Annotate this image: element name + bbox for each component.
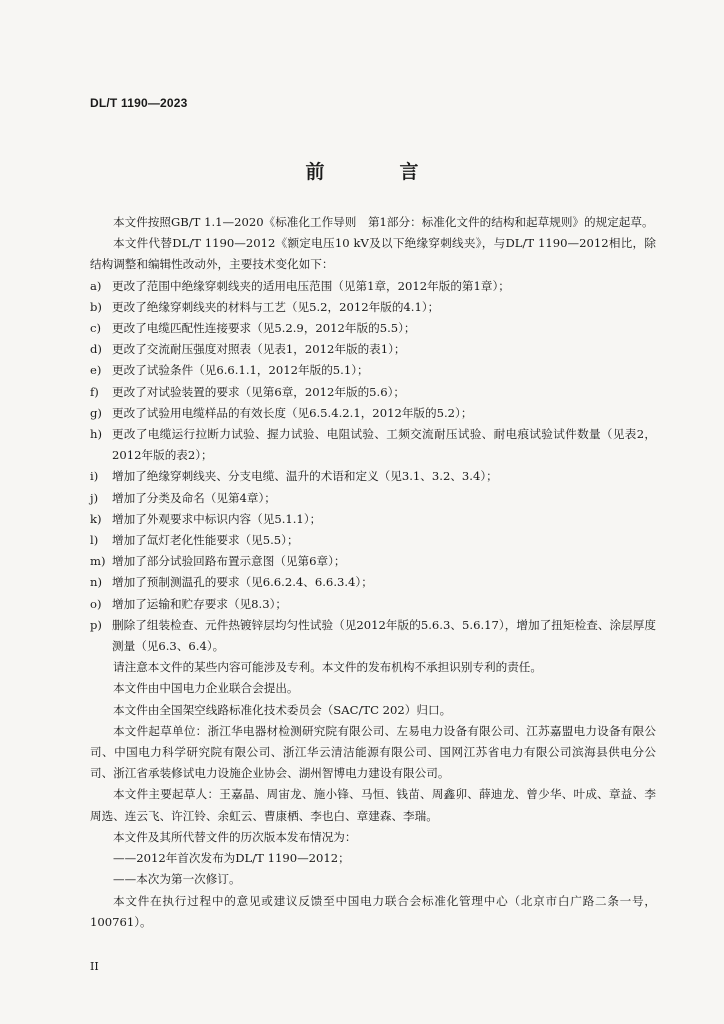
- list-item: [90, 297, 656, 318]
- foreword-body: [90, 212, 656, 933]
- list-item-label: o): [90, 596, 102, 611]
- history-item: ——2012年首次发布为DL/T 1190—2012；: [113, 851, 350, 866]
- list-item-text: 更改了绝缘穿刺线夹的材料与工艺（见5.2，2012年版的4.1）；: [112, 299, 440, 314]
- list-item-text: 增加了氙灯老化性能要求（见5.5）；: [112, 533, 299, 548]
- list-item-text: 更改了电缆匹配性连接要求（见5.2.9，2012年版的5.5）；: [112, 321, 416, 336]
- page-number: II: [90, 960, 99, 973]
- history-intro: 本文件及其所代替文件的历次版本发布情况为：: [113, 829, 357, 844]
- feedback-statement: 本文件在执行过程中的意见或建议反馈至中国电力联合会标准化管理中心（北京市白广路二条一号，100761）。: [90, 893, 656, 929]
- list-item-label: k): [90, 511, 102, 526]
- paragraph: 本文件按照GB/T 1.1—2020《标准化工作导则 第1部分：标准化文件的结构和起草规则》的规定起草。: [113, 215, 654, 229]
- list-item-text: 增加了外观要求中标识内容（见5.1.1）；: [112, 511, 322, 526]
- list-item-label: e): [90, 363, 102, 378]
- list-item: [90, 572, 656, 593]
- list-item-label: n): [90, 575, 102, 590]
- list-item-label: p): [90, 617, 102, 632]
- committee-statement: 本文件由全国架空线路标准化技术委员会（SAC/TC 202）归口。: [113, 702, 452, 717]
- list-item-text: 增加了运输和贮存要求（见8.3）；: [112, 596, 287, 611]
- list-item-label: m): [90, 554, 106, 569]
- section-title: 前 言: [305, 161, 447, 183]
- list-item: [90, 360, 656, 381]
- list-item: [90, 382, 656, 403]
- list-item: [90, 551, 656, 572]
- list-item: [90, 466, 656, 487]
- list-item-text: 更改了试验用电缆样品的有效长度（见6.5.4.2.1，2012年版的5.2）；: [112, 405, 473, 420]
- list-item-text: 增加了分类及命名（见第4章）；: [112, 490, 276, 505]
- drafters: 本文件主要起草人：王嘉晶、周宙龙、施小锋、马恒、钱苗、周鑫卯、薛迪龙、曾少华、叶成、章益、李周选、连云飞、许江铃、余虹云、曹康栖、李也白、章建森、李瑞。: [90, 787, 656, 823]
- list-item-label: g): [90, 405, 102, 420]
- list-item-label: l): [90, 533, 99, 548]
- list-item: [90, 530, 656, 551]
- list-item: [90, 615, 656, 657]
- list-item-label: b): [90, 299, 102, 314]
- list-item: [90, 509, 656, 530]
- list-item-text: 增加了预制测温孔的要求（见6.6.2.4、6.6.3.4）；: [112, 575, 373, 590]
- drafting-units: 本文件起草单位：浙江华电器材检测研究院有限公司、左易电力设备有限公司、江苏嘉盟电力设备有限公司、中国电力科学研究院有限公司、浙江华云清洁能源有限公司、国网江苏省电力有限公司滨海县供电分公司、浙江省承装修试电力设施企业协会、湖州智博电力建设有限公司。: [90, 723, 656, 781]
- history-item: ——本次为第一次修订。: [113, 872, 241, 887]
- list-item: [90, 276, 656, 297]
- list-item-text: 更改了对试验装置的要求（见第6章，2012年版的5.6）；: [112, 384, 405, 399]
- list-item-text: 更改了电缆运行拉断力试验、握力试验、电阻试验、工频交流耐压试验、耐电痕试验试件数量（见表2，2012年版的表2）；: [112, 427, 656, 463]
- list-item-label: h): [90, 427, 102, 442]
- list-item: [90, 318, 656, 339]
- list-item: [90, 424, 656, 466]
- list-item-text: 增加了部分试验回路布置示意图（见第6章）；: [112, 554, 346, 569]
- list-item-label: i): [90, 469, 99, 484]
- proposer-statement: 本文件由中国电力企业联合会提出。: [113, 681, 299, 696]
- changes-list: [90, 276, 656, 658]
- list-item-text: 更改了交流耐压强度对照表（见表1，2012年版的表1）；: [112, 342, 406, 357]
- list-item-label: j): [90, 490, 99, 505]
- list-item: [90, 339, 656, 360]
- list-item-text: 增加了绝缘穿刺线夹、分支电缆、温升的术语和定义（见3.1、3.2、3.4）；: [112, 469, 498, 484]
- patent-notice: 请注意本文件的某些内容可能涉及专利。本文件的发布机构不承担识别专利的责任。: [113, 660, 542, 675]
- list-item-text: 更改了试验条件（见6.6.1.1，2012年版的5.1）；: [112, 363, 369, 378]
- list-item-label: f): [90, 384, 99, 399]
- list-item-label: a): [90, 278, 102, 293]
- list-item: [90, 488, 656, 509]
- list-item: [90, 594, 656, 615]
- list-item-text: 删除了组装检查、元件热镀锌层均匀性试验（见2012年版的5.6.3、5.6.17），增加了扭矩检查、涂层厚度测量（见6.3、6.4）。: [112, 617, 656, 654]
- list-item-text: 更改了范围中绝缘穿刺线夹的适用电压范围（见第1章，2012年版的第1章）；: [112, 278, 510, 293]
- document-id: DL/T 1190—2023: [90, 96, 188, 110]
- list-item-label: d): [90, 342, 102, 357]
- paragraph: 本文件代替DL/T 1190—2012《额定电压10 kV及以下绝缘穿刺线夹》，与DL/T 1190—2012相比，除结构调整和编辑性改动外，主要技术变化如下：: [90, 236, 656, 272]
- list-item-label: c): [90, 321, 102, 336]
- list-item: [90, 403, 656, 424]
